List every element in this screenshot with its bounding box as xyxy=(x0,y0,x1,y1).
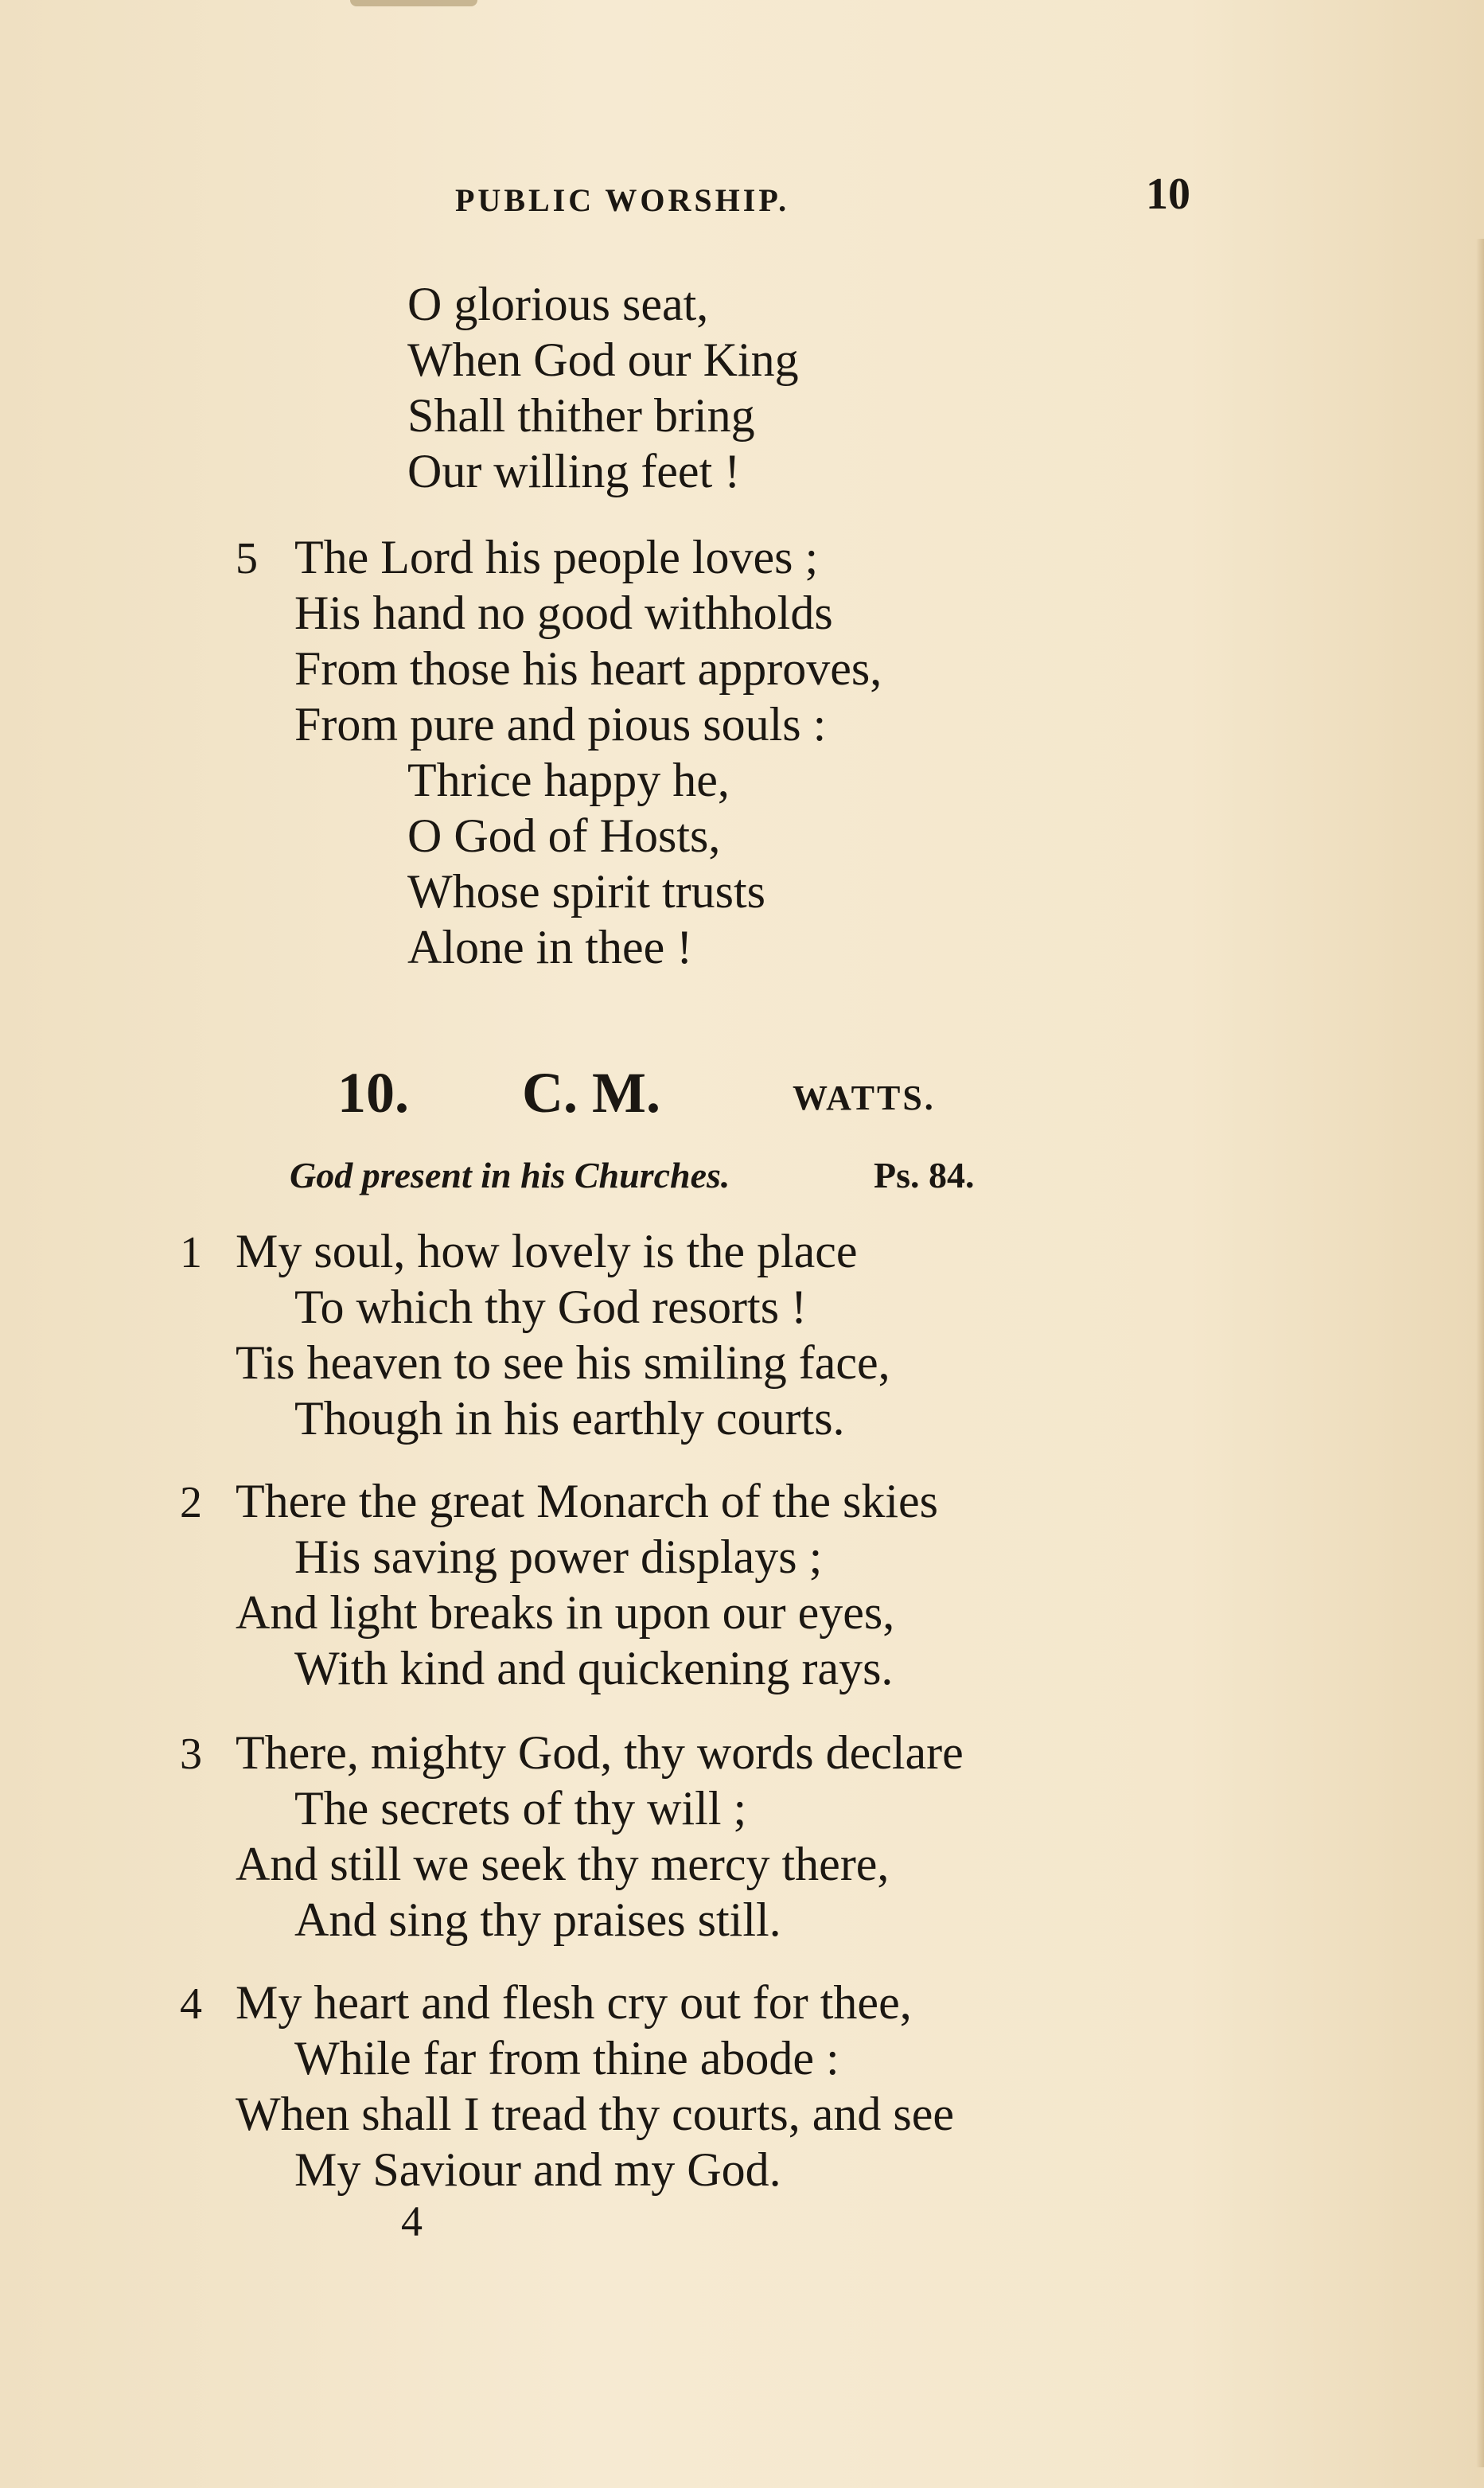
verse-line: Though in his earthly courts. xyxy=(294,1392,845,1445)
verse-line: Our willing feet ! xyxy=(407,445,741,497)
hymn-author: WATTS. xyxy=(793,1078,936,1117)
verse-line: And still we seek thy mercy there, xyxy=(236,1838,890,1890)
stanza-number: 2 xyxy=(180,1478,202,1527)
page-edge-shadow xyxy=(1476,239,1484,2467)
page-stain xyxy=(350,0,477,6)
stanza-number: 3 xyxy=(180,1730,202,1779)
verse-line: With kind and quickening rays. xyxy=(294,1642,894,1694)
verse-line: Alone in thee ! xyxy=(407,921,693,973)
verse-line: The Lord his people loves ; xyxy=(294,531,819,583)
verse-line: His hand no good withholds xyxy=(294,587,833,639)
verse-line: My Saviour and my God. xyxy=(294,2143,781,2196)
stanza-number: 4 xyxy=(180,1979,202,2029)
running-header-title: PUBLIC WORSHIP. xyxy=(455,182,790,218)
verse-line: From pure and pious souls : xyxy=(294,698,827,751)
hymn-subtitle: God present in his Churches. xyxy=(290,1155,730,1195)
verse-line: My heart and flesh cry out for thee, xyxy=(236,1976,912,2029)
psalm-reference: Ps. 84. xyxy=(874,1155,975,1195)
verse-line: Thrice happy he, xyxy=(407,754,730,806)
signature-mark: 4 xyxy=(401,2197,423,2245)
verse-line: And light breaks in upon our eyes, xyxy=(236,1586,895,1639)
verse-line: While far from thine abode : xyxy=(294,2032,839,2084)
verse-line: There, mighty God, thy words declare xyxy=(236,1726,964,1779)
verse-line: O God of Hosts, xyxy=(407,809,721,862)
hymn-number: 10. xyxy=(337,1061,409,1125)
verse-line: O glorious seat, xyxy=(407,278,709,330)
page-number: 10 xyxy=(1146,170,1190,219)
stanza-number: 1 xyxy=(180,1228,202,1277)
verse-line: And sing thy praises still. xyxy=(294,1893,781,1946)
stanza-number: 5 xyxy=(236,534,258,583)
verse-line: To which thy God resorts ! xyxy=(294,1281,808,1333)
verse-line: The secrets of thy will ; xyxy=(294,1782,747,1835)
verse-line: When God our King xyxy=(407,333,799,386)
verse-line: Shall thither bring xyxy=(407,389,755,442)
verse-line: Whose spirit trusts xyxy=(407,865,765,918)
verse-line: Tis heaven to see his smiling face, xyxy=(236,1336,890,1389)
verse-line: His saving power displays ; xyxy=(294,1531,823,1583)
verse-line: When shall I tread thy courts, and see xyxy=(236,2088,955,2140)
hymn-meter: C. M. xyxy=(522,1061,660,1125)
verse-line: There the great Monarch of the skies xyxy=(236,1475,938,1527)
verse-line: From those his heart approves, xyxy=(294,642,882,695)
verse-line: My soul, how lovely is the place xyxy=(236,1225,858,1277)
